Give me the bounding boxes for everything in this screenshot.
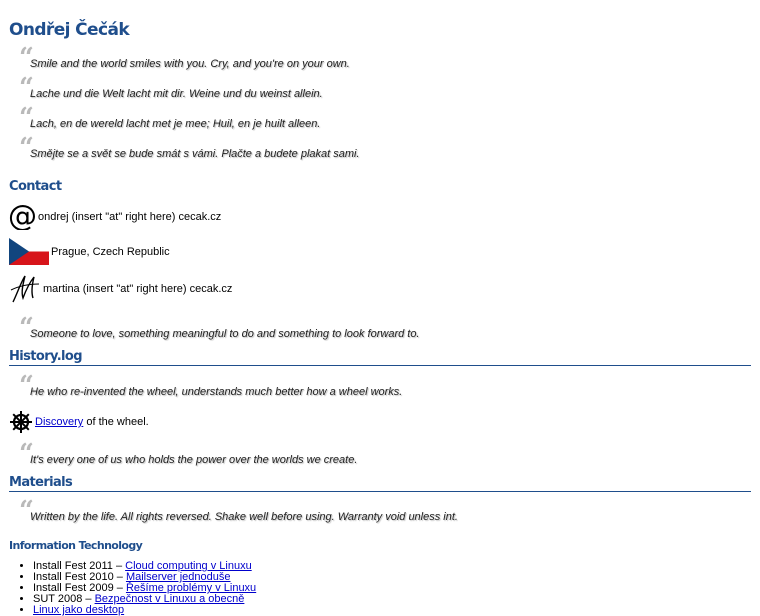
talk-link[interactable]: Bezpečnost v Linuxu a obecně (94, 593, 245, 605)
talk-link[interactable]: Mailserver jednoduše (125, 571, 231, 583)
quote-mark-icon: “ (19, 371, 34, 401)
history-quote-wheel (9, 371, 751, 405)
talk-link[interactable]: Linux jako desktop (33, 604, 125, 616)
quote-text: Smile and the world smiles with you. Cry, and you're on your own. (30, 58, 350, 70)
quote-german (9, 73, 751, 107)
materials-quote (9, 496, 751, 530)
quote-text: Smějte se a svět se bude smát s vámi. Plačte a budete plakat sami. (30, 148, 360, 160)
talk-prefix: Install Fest 2009 – (33, 582, 126, 594)
at-icon (9, 203, 36, 230)
signature-icon (9, 272, 41, 306)
history-heading: History.log (9, 349, 751, 366)
contact-partner-row (9, 272, 751, 306)
materials-heading: Materials (9, 475, 751, 492)
talk-prefix: SUT 2008 – (33, 593, 95, 605)
contact-partner-email: martina (insert "at" right here) cecak.cz (43, 283, 233, 295)
quote-mark-icon: “ (19, 496, 34, 526)
intro-quotes (9, 43, 751, 167)
talk-prefix: Install Fest 2010 – (33, 571, 126, 583)
talk-link[interactable]: Řešíme problémy v Linuxu (125, 582, 257, 594)
contact-location: Prague, Czech Republic (51, 245, 170, 258)
quote-czech (9, 133, 751, 167)
history-quote-worlds (9, 439, 751, 473)
quote-text: It's every one of us who holds the power over the worlds we create. (30, 454, 358, 466)
contact-email: ondrej (insert "at" right here) cecak.cz (38, 210, 222, 223)
quote-mark-icon: “ (19, 439, 34, 469)
talk-link[interactable]: Cloud computing v Linuxu (125, 560, 252, 572)
quote-text: Written by the life. All rights reversed. Shake well before using. Warranty void unless int. (30, 511, 458, 523)
ship-wheel-icon (9, 410, 33, 434)
discovery-suffix: of the wheel. (83, 416, 149, 428)
contact-location-row (9, 238, 751, 265)
page-title: Ondřej Čečák (9, 20, 130, 40)
quote-english (9, 43, 751, 77)
quote-mark-icon: “ (19, 43, 34, 73)
discovery-text (35, 416, 149, 428)
quote-mark-icon: “ (19, 313, 34, 343)
quote-text: Lache und die Welt lacht mit dir. Weine und du weinst allein. (30, 88, 323, 100)
quote-mark-icon: “ (19, 133, 34, 163)
contact-heading: Contact (9, 179, 62, 194)
svg-text:@: @ (9, 203, 36, 230)
discovery-link[interactable]: Discovery (35, 416, 84, 428)
talk-prefix: Install Fest 2011 – (33, 560, 126, 572)
czech-flag-icon (9, 238, 49, 265)
quote-text: Someone to love, something meaningful to do and something to look forward to. (30, 328, 420, 340)
quote-text: Lach, en de wereld lacht met je mee; Huil, en je huilt alleen. (30, 118, 321, 130)
talks-list (9, 561, 751, 616)
discovery-row (9, 410, 751, 434)
list-item (33, 605, 751, 616)
contact-email-row (9, 203, 751, 230)
it-heading: Information Technology (9, 539, 143, 552)
quote-dutch (9, 103, 751, 137)
quote-text: He who re-invented the wheel, understands much better how a wheel works. (30, 386, 403, 398)
quote-mark-icon: “ (19, 103, 34, 133)
quote-mark-icon: “ (19, 73, 34, 103)
contact-quote (9, 313, 751, 347)
